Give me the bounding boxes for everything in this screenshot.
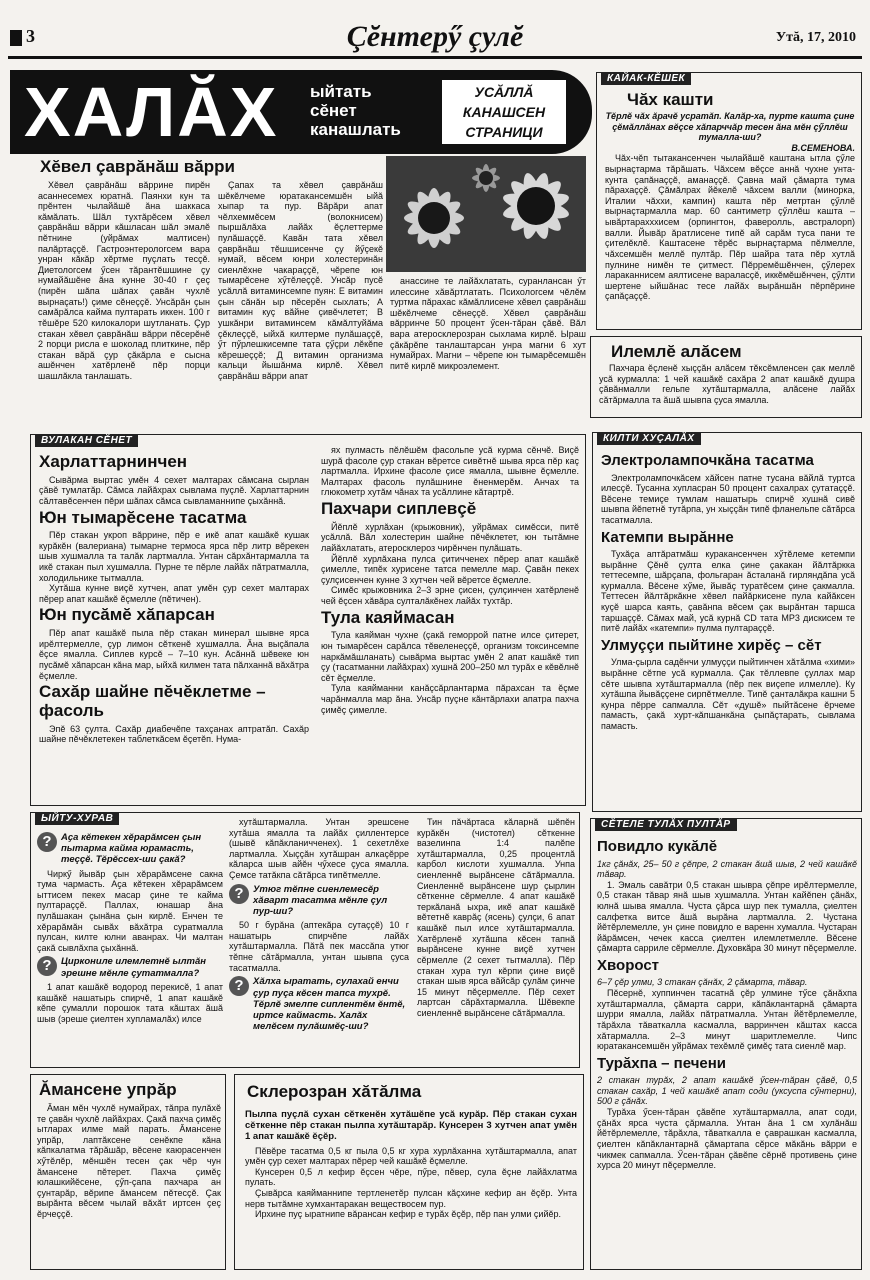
article-text: Пĕсернĕ, хуппинчен тасатнă çĕр улмине тӳсе çăнăхпа хутăштармалла, çăмарта сарри, кăпăклантарнă çăмарта шурри ямалла, лайăх пăтратмалла. Унтан йĕтĕрлемелле, тăрăхла тăваткалла касмалла, варринчен кăштах касса хăтармалла. 2–3 минут шаритлемелле. Чипс юратакансемшĕн уйрăмах техĕмлĕ çимĕç тата сиенлĕ мар. <box>597 988 857 1052</box>
article-title: Катемпи вырăнне <box>601 528 734 546</box>
issue-date: Утă, 17, 2010 <box>775 30 856 45</box>
article-title: Турăхпа – печени <box>597 1054 727 1072</box>
article-title: Харлаттарнинчен <box>39 452 188 471</box>
recipe-ingredients: 1кг çăнăх, 25– 50 г çĕпре, 2 стакан ăшă шыв, 2 чей кашăкĕ тăвар. <box>597 858 857 880</box>
article-text: 1. Эмаль савăтри 0,5 стакан шывра çĕпре ирĕлтермелле, 0,5 стакан тăвар янă шыв хушмалла. Унтан кайĕпен çăнăх, юлнă шыва ямалла. Чуста çăрса шур пек тумалла, çиелтен салфетка витсе ăшă вырăна лартмалла. 2. Чустана йĕтĕрлемелле, ун çине повидло е варенн хумалла. Чустаран йăрăмсен, чечек касса çиелтен илемлетмелле. Вĕсене çăмарта сарриле сĕрмелле. Духовкăра 30 минут пĕçермелле. <box>597 879 857 954</box>
article-title: Электролампочкăна тасатма <box>601 452 814 469</box>
answer-text: 50 г бурăна (аптекăра сутаççĕ) 10 г нашатырь спирчĕпе лайăх хутăштармалла. Пăтă пек массăпа утюг тĕпне сăтăрмалла, унтан шывпа çуса тасатмалла. <box>229 920 409 973</box>
section-yitu-hurav <box>30 812 580 1068</box>
article-text: Йĕплĕ хурлăхан (крыжовник), уйрăмах симĕсси, питĕ усăллă. Вăл холестерин шайне пĕчĕклетет, юн тытăмне лайăхлатать, атеросклероз чирĕнчен пулăшать. <box>321 521 579 553</box>
reader-question: Хăлха ыратать, сулахай енчи çур пуçа кĕсен тапса тухрĕ. Тĕрлĕ эмелпе сиплентĕм ĕнтĕ, иртсе каймасть. Халăх мелĕсем пулăшмĕç-ши? <box>253 976 406 1033</box>
article-amansene <box>30 1074 226 1270</box>
article-title: Илемлĕ алăсем <box>611 342 742 361</box>
article-text: Хутăша кунне виçĕ хутчен, апат умĕн çур сехет малтарах пĕрер апат кашăкĕ ĕçмелле (пĕтичен). <box>39 583 309 604</box>
banner-box-line-1: УСĂЛЛĂ <box>474 84 534 100</box>
sunflower-photo <box>386 156 586 272</box>
banner-box-line-2: КАНАШСЕН <box>462 104 546 120</box>
article-text: Пĕр апат кашăкĕ пыла пĕр стакан минерал шывне ярса ирĕлтермелле, çур лимон сĕткенĕ хушмалла. Ăна выçăпала ĕçсе ямалла. Сиплев курсĕ – 7–10 кун. Асăннă шĕвеке юн пусăмĕ хăпарсан кăна мар, ыйхă килмен тата пăлханнă вăхăтра ĕçмелле. <box>39 628 309 681</box>
question-author: В.СЕМЕНОВА. <box>791 142 855 153</box>
article-title: Тула каяймасан <box>321 607 455 627</box>
recipe-ingredients: 2 стакан турăх, 2 апат кашăкĕ ӳсен-тăран çăвĕ, 0,5 стакан сахăр, 1 чей кашăкĕ апат соди (уксуспа сӳнтерни), 500 г çăнăх. <box>597 1075 857 1107</box>
article-text: Пĕр стакан укроп вăррине, пĕр е икĕ апат кашăкĕ кушак курăкĕн (валериана) тымарне термоса ярса пĕр литр вĕрекен шыв хушмалла та талăк лартмалла. Унтан сăрхăнтармалла та икĕ стакан пыл хушмалла. Пурне те пĕрле лайăх пăтратмалла, холодильнике тытмалла. <box>39 530 309 583</box>
section-kilti <box>592 432 862 812</box>
article-title: Ăмансене упрăр <box>39 1080 177 1099</box>
article-text: анассине те лайăхлатать, суранлансан ӳт илессине хăвăртлатать. Психологсем чĕлĕм туртма пăрахас кăмăллисене хĕвел çаврăнăш шĕкĕлчеме сĕнеççĕ. Хĕвел çаврăнăш вăрринче 50 процент ӳсен-тăран çăвĕ. Вăл вара атеросклерозран сыхлама кирлĕ. Ыраш çăкăрĕпе танлаштарсан унра магни 6 хут нумайрах. Магни – чĕрепе юн тымарĕсемшĕн питĕ кирлĕ микроэлемент. <box>390 276 586 371</box>
article-title: Сахăр шайне пĕчĕклетме – фасоль <box>39 682 266 720</box>
article-title: Улмуççи пыйтине хирĕç – сĕт <box>601 636 822 654</box>
article-title: Хворост <box>597 956 660 974</box>
section-banner <box>10 70 592 154</box>
section-tag: ВУЛАКАН СĔНЕТ <box>35 434 138 447</box>
question-icon: ? <box>229 884 249 904</box>
reader-question: Тĕрлĕ чăх ăрачĕ усратăп. Калăр-ха, пурте кашта çине çĕмăллăнах вĕçсе хăпарччăр тесен ăна мĕн çӳллĕш тумалла-ши? <box>605 111 855 143</box>
article-text: Пахчара ĕçленĕ хыççăн алăсем тĕксĕмленсен çак меллĕ усă курмалла: 1 чей кашăкĕ сахăра 2 апат кашăкĕ душра çăвăнмалли гельпе хутăштармалла, алăсене лайăх сăтăрмалла та ăшă шывпа çуса ямалла. <box>599 363 855 405</box>
article-text: Улма-çырла садĕнчи улмуççи пыйтинчен хăтăлма «хими» вырăнне сĕтпе усă курмалла. Çак тĕллевпе çуллах мар сĕте шывпа хутăштармалла (пĕр пек виçепе илмелле). Ку хутăшпа йывăççене сирпĕтмелле. Типĕ çанталăкра кашни 5 кунра пĕрре сапмалла. Сĕт «душĕ» пыйтăсене ĕрчеме памасть, çакă хурт-кăпшанкăна çыпăçтарать, сывлама памасть. <box>601 657 855 732</box>
article-ilemle <box>590 336 862 418</box>
banner-sub-2: сĕнет <box>310 101 357 120</box>
article-text: Пĕвĕре тасатма 0,5 кг пыла 0,5 кг хура хурлăханна хутăштармалла, апат умĕн çур сехет малтарах пĕрер чей кашăкĕ ĕçмелле. <box>245 1145 577 1167</box>
banner-sub-1: ыйтать <box>310 82 372 101</box>
reader-question: Аҫа кĕтекен хĕрарăмсен çын пытарма кайма юрамасть, теççĕ. Тĕрĕссех-ши çакă? <box>61 832 202 866</box>
article-text: Кунсерен 0,5 л кефир ĕçсен чĕре, пӳре, пĕвер, сула ĕçне лайăхлатма пулать. <box>245 1166 577 1188</box>
article-text: Çапах та хĕвел çаврăнăш шĕкĕлчеме юратакансемшĕн ыйă хыпар та пур. Вăрăри апат чĕлхеммĕсем (волокнисем) пыршăлăха лайăх ĕçлеттерме пулăшаççĕ. Кавăн тата хĕвел çаврăнăш тĕшшисенче çу йӳçекĕ нумай, вĕсем юнри холестеринăн сиенлĕхне чакараççĕ, чĕрепе юн тымарĕсене хӳтĕлеççĕ. Унсăр пусĕ усăллă витаминсемпе пуян: Е витамин çын сăнăн ыр пĕсерĕн сыхлать; А витамин куç вăйне çивĕчлетет; В ушкăнри витаминсем кăмăлтуйăма çĕклеççĕ, ыйхă килтерме пулăшаççĕ, ӳт пӳрлешкисемпе тата çӳçри лĕкĕпе кĕрешеççĕ; Д витамин организма кальци йышăнма кирлĕ. Хĕвел çаврăнăш вăрри апат <box>218 180 383 381</box>
section-tag: КИЛТИ ХУÇАЛĂХ <box>597 432 701 445</box>
article-title: Пахчари сиплевçĕ <box>321 499 477 519</box>
article-text: Тухăçа аптăратмăш куракансенчен хӳтĕлеме кетемпи вырăнне Çĕнĕ çулта елка çине çакакан йăлтăркка теттесемпе, шăрçапа, фольгаран ăсталанă гирляндăпа усă курмалла. Вĕсене хӳме, йывăç туратĕсем çине çакмалла. Теттесен йăлтăркăкне хĕвел пайăркисене пула кайăксен куçĕ шарса каять, çавăнпа вĕсем çак вырăнтан таршса таршаççĕ. Сăмах май, усă курнă CD тата МР3 дискисем те питĕ лайăх «катемпи» пулма пултараççĕ. <box>601 549 855 634</box>
question-icon: ? <box>37 832 57 852</box>
banner-sub-3: канашлать <box>310 120 401 139</box>
article-text: Ирхине пуç ыратнипе вăрансан кефир е турăх ĕçĕр, пĕр пан улми çийĕр. <box>255 1209 561 1220</box>
section-setele <box>590 818 862 1270</box>
article-text: Йĕплĕ хурлăхана пулса çитичченех пĕрер апат кашăкĕ çимелле, типĕк хурисене татса пемелле мар. Çавăн пекех çулçисенчен кунне 3 хутчен чей вĕретсе ĕçмелле. <box>321 553 579 585</box>
article-text: ях пулмасть пĕлĕшĕм фасольпе усă курма сĕнчĕ. Виçĕ шурă фасоле çур стакан вĕретсе сивĕтнĕ шыва ярса пĕр каç лартмалла. Ирхине фасоле çисе ямалла, шывне ĕçмелле. Малтарах фасоль пулăшнине ĕненмерĕм. Анчах та глюкометр хутăм чăнах та усăллине кăтартрĕ. <box>321 445 579 498</box>
article-title: Юн пусăмĕ хăпарсан <box>39 605 215 625</box>
article-text: Çывăрса каяйманнипе тертленетĕр пулсан кăçхине кефир ан ĕçĕр. Унта нерв тытăмне хумхантаракан веществосем пур. <box>245 1188 577 1209</box>
answer-text: Тин пăчăртаса кăларнă шĕпĕн курăкĕн (чистотел) сĕткенне вазелинпа 1:4 палĕпе хутăштармалла, 0,25 процентлă карбол кислоти хушмалла. Унпа сиенленнĕ вырăнсене сăтăрмалла. Сиенленнĕ вырăнсене шур çырлин сĕткенне сĕрмелле. 4 апат кашăкĕ теркăланă ыхра, икĕ апат кашăкĕ вĕтетнĕ каврăç (ясень) çулçи, 6 апат кашăкĕ пыл илсе хутăштармалла. Хатĕрленĕ хутăшпа кĕсен тапнă вырăнсене кунне виçĕ хутчен сĕрмелле (2 сехет тытмалла). Пĕр стакан хура тул кĕрпи çине виçĕ стакан шыв ярса вăйсăр çулăм çинче 15 минут пĕçермелле. Пĕр сехет лартсан сăрăхтармалла. Шĕвекпе сиенленнĕ вырăнсене сăтăрмалла. <box>417 817 575 1018</box>
article-text: Сывăрма выртас умĕн 4 сехет малтарах сăмсана сырлан çăвĕ тумлатăр. Сăмса лайăхрах сывлама пуçлĕ. Харлаттарнин сăлтавĕсенчен пĕри шăпах сăмса сывламаннипе çыхăннă. <box>39 474 309 506</box>
article-text: Ăман мĕн чухлĕ нумайрах, тăпра пулăхĕ те çавăн чухлĕ лайăхрах. Çакă пахча çимĕç ытларах илме май парать. Ăмансене упрăр, лаптăксене сенĕкпе кăна кăпкалатма тăрăшăр, вĕсене каюрасенчен хӳтĕлĕр, мĕншĕн тесен çак чĕр чун ăмансене пĕтерет. Пахча çимĕç юлашкийĕсене, çӳп-çапа пахчара ан çунтарăр, вĕрипе ăмансем пĕтесçĕ. Çак вырăнта вĕсем чылай вăхăт иртсен çеç ĕрчеççĕ. <box>37 1103 221 1220</box>
article-text: Тула каяйман чухне (çакă геморрой патне илсе çитерет, юн тымарĕсен сарăлса тĕвеленеççĕ, организм токсинсемпе наркăмăшланать) сывăрма выртас умĕн 2 апат кашăкĕ тип çу (тасатманни лайăхрах) хушнă 200–250 мл турăх е кĕвĕлнĕ сĕт ĕçмелле. <box>321 630 579 683</box>
masthead-rule <box>8 56 862 59</box>
article-title: Юн тымарĕсене тасатма <box>39 507 247 527</box>
article-text: Эпĕ 63 çулта. Сахăр диабечĕпе тахçанах аптратăп. Сахăр шайне пĕчĕклетекен таблеткăсем ĕçетĕп. Нума- <box>39 723 309 745</box>
banner-title: ХАЛĂХ <box>24 73 279 151</box>
section-tag: КАЙАК-КĔШЕК <box>601 72 691 85</box>
article-title: Склерозран хăтăлма <box>247 1082 422 1101</box>
article-text: Симĕс крыжовника 2–3 эрне çисен, çулçинчен хатĕрленĕ чей ĕçсен хăвăра султалăкĕнех лайăх тухтăр. <box>321 585 579 606</box>
reader-question: Циркониле илемлетнĕ ылтăн эрешне мĕнле çутатмалла? <box>61 956 206 979</box>
answer-text: хутăштармалла. Унтан эрешсене хутăша ямалла та лайăх çиллентерсе (шывĕ кăпăкланичченех). 1 сехетлĕхе лартмалла. Хыççăн хутăшран алкаçĕрре кăларса шыв айĕн чӳхесе çуса ямалла. Çемсе татăкпа сăтăрса типĕтмелле. <box>229 817 409 881</box>
article-title: Хĕвел çаврăнăш вăрри <box>40 157 235 176</box>
article-text: Электролампочкăсем хăйсен патне тусана вăйлă туртса илесçĕ. Тусанна хупласран 50 процент сахалрах çутатаççĕ. Вĕсене темиçе тумлам нашатырь спирчĕ хушнă сивĕ шывпа йĕпетнĕ тутăрпа, ун хыççăн типĕ фланельпе сăтăрса тасатмалла. <box>601 472 855 525</box>
article-lead: Пылпа пуçлă сухан сĕткенĕн хутăшĕпе усă курăр. Пĕр стакан сухан сĕткенне пĕр стакан пылпа хутăштарăр. Кунсерен 3 хутчен апат умĕн 1 апат кашăкĕ ĕçĕр. <box>245 1109 577 1143</box>
masthead <box>0 0 870 62</box>
article-text: Хĕвел çаврăнăш вăррине пирĕн асаннесемех юратнă. Паянхи кун та прĕнтен чылайăшĕ ăна шаккаса кăмăлать. Шăл тухтăрĕсем хĕвел çаврăнăш вăрри кăшласан шăл эмалĕ пĕтнине (уйрăмах малтисен) палăртаççĕ. Гастроэнтерологсем вара унран кăкăр хĕртме пуçлать тесçĕ. Диетологсем ӳсен тăрантĕшшине çу нумайăшĕне ăна кунне 30-40 г çеç (пирĕн шăпа шăпах çавăн чухлĕ вырнаçать!) çиме сĕнеççĕ. Унсăрăн çын самăрăлса кайма пултарать иккен. 100 г тĕшĕре 520 килокалори шутланать. Çур стакан хĕвел çаврăнăш вăрри пĕсерĕнĕ 2 порци рисла е шоколад плиткине, пĕр стакан вăрă çур çăкăрла е сысна ашĕнчен хатĕрленĕ пĕр порци шашлăкла танлашать. <box>38 180 210 381</box>
banner-box-line-3: СТРАНИЦИ <box>465 124 543 140</box>
article-skleroz <box>234 1074 584 1270</box>
article-text: Чăх-чĕп тытакансенчен чылайăшĕ каштана ытла çӳле вырнаçтарма тăрăшать. Чăхсем вĕçсе аннă чухне унта-кунта çапăнаççĕ, аманаççĕ. Çавна май çăмарта тума пăрахаççĕ. Çăмăлрах йĕкелĕ чăхсем валли (минорка, Италии чăххи, кампин) кашта пĕр метртан çӳллĕ вырнаçтармалла мар. 60 сантиметр çӳллĕш кашта – ывăртарахххисем (орпингтон, фаверолль, австралорп) валли. Йывăр ăратлисене типĕ ай сарăм туса пани те çителĕклĕ. Каштасене тĕрĕс вырнаçтарма пĕлмелле, чăхсемшĕн меллĕ пултăр. Пĕр шайра тата пĕр хутлă пулнине нимĕн те çитмест. Пĕрремĕшĕнчен, çӳлерех лараканнисем аялтисене вараласçĕ, иккĕмĕшĕнчен, çӳлти шертене ыйшăнас тесе лайăх вырăншăн пĕрпĕрине çапăçаççĕ. <box>605 153 855 302</box>
newspaper-title: Çĕнтерӳ çулĕ <box>346 20 524 53</box>
article-text: Турăха ӳсен-тăран çăвĕпе хутăштармалла, апат соди, çăнăх ярса чуста çăрмалла. Унтан ăна 1 см хулăнăш йĕтĕрлемелле, тăрăхла, тăваткалла е çаврашкан касмалла, çиелтен кăпăклантарнă çăмартапа сĕрсе мăкăнь вăрри е чикмек сапмалла. Ӳсен-тăран çăвĕпе сĕрнĕ противень çине хурса 20 минут пĕçермелле. <box>597 1107 857 1171</box>
section-tag: СĔТЕЛЕ ТУЛĂХ ПУЛТĂР <box>595 818 737 831</box>
reader-question: Утюг тĕпне сиенлемесĕр хăварт тасатма мĕнле çул пур-ши? <box>253 883 388 918</box>
banner-label-box <box>442 80 566 144</box>
article-text: Тула каяйманни канăçсăрлантарма пăрахсан та ĕçме чарăнмалла мар ăна. Унсăр пуçне кăнтăрлахи апатра пахча çимĕç çимелле. <box>321 683 579 715</box>
page-number: 3 <box>26 26 35 46</box>
question-icon: ? <box>229 976 249 996</box>
article-title: Повидло кукăлĕ <box>597 838 718 855</box>
question-icon: ? <box>37 956 57 976</box>
answer-text: 1 апат кашăкĕ водород перекисĕ, 1 апат кашăкĕ нашатырь спирчĕ, 1 апат кашăкĕ кĕпе çумалли порошок тата кăштах ăшă шыв (эреше çиелтен хупламалăх) илсе <box>37 981 223 1024</box>
answer-text: Чиркӳ йывăр çын хĕрарăмсене сакна тума чармасть. Аҫа кĕтекен хĕрарăмсем ыттисем пекех масар çине те кайма пултараççĕ. Паллах, юнашар ăна пулăшакан çынăна çын кирлĕ. Енчен те хĕрарăмăн сывăх вăхăтра суратмалла пулсан, килте юлни аванрах. Чи малтан çакă сывлăхпа çыхăннă. <box>37 868 223 953</box>
section-vulakan <box>30 434 586 806</box>
section-tag: ЫЙТУ-ХУРАВ <box>35 812 119 825</box>
article-chah <box>596 72 862 330</box>
recipe-ingredients: 6–7 çĕр улми, 3 стакан çăнăх, 2 çăмарта, тăвар. <box>597 977 808 988</box>
article-sunflower <box>30 156 590 422</box>
article-title: Чăх кашти <box>627 90 714 109</box>
